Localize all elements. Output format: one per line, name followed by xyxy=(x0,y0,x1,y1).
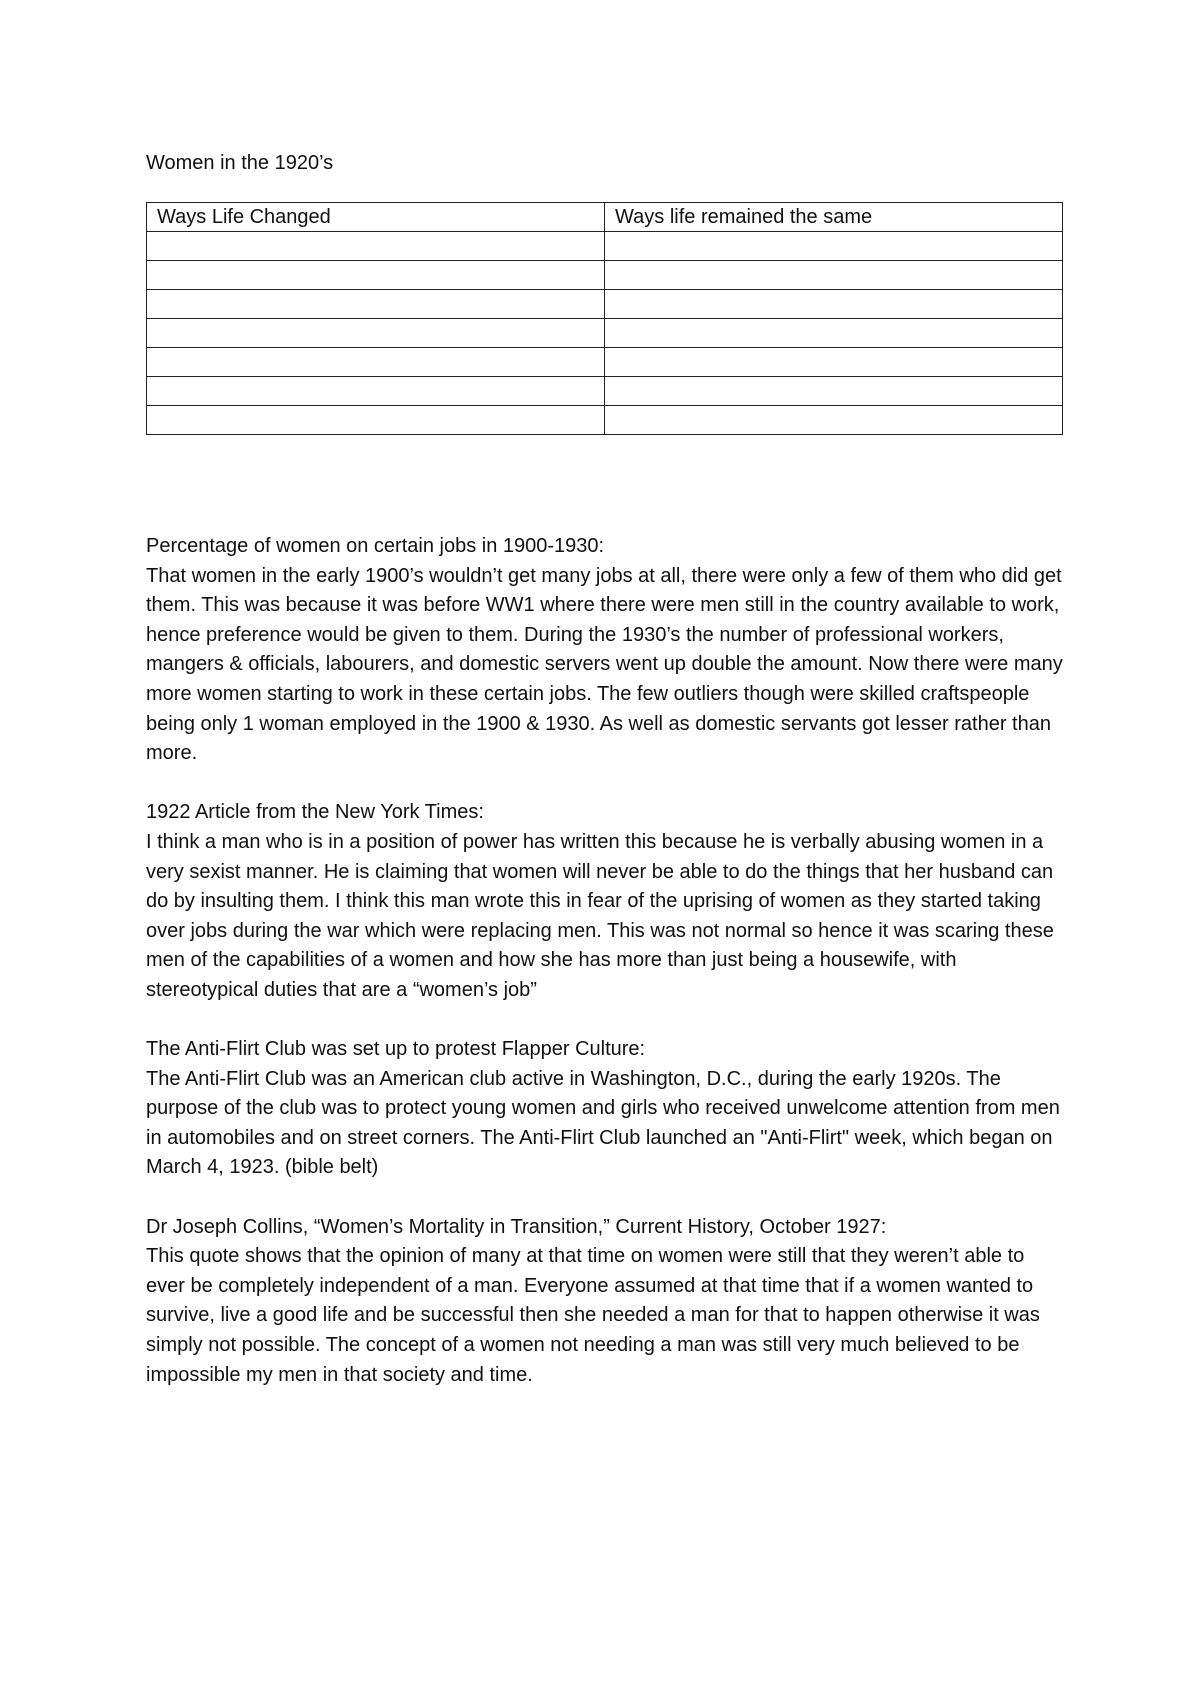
section-body: This quote shows that the opinion of many at that time on women were still that they weren’t able to ever be completely independent of a man. Everyone assumed at that time that if a women wanted to survive, live a good life and be successful then she needed a man for that to happen otherwise it was simply not possible. The concept of a women not needing a man was still very much believed to be impossible my men in that society and time. xyxy=(146,1245,1040,1386)
table-row xyxy=(147,261,1063,290)
section-body: The Anti-Flirt Club was an American club active in Washington, D.C., during the early 1920s. The purpose of the club was to protect young women and girls who received unwelcome attention from men in automobiles and on street corners. The Anti-Flirt Club launched an "Anti-Flirt" week, which began on March 4, 1923. (bible belt) xyxy=(146,1067,1060,1179)
header-ways-life-changed: Ways Life Changed xyxy=(147,203,605,232)
table-cell-changed[interactable] xyxy=(147,406,605,435)
section-women-jobs xyxy=(146,532,1066,769)
table-cell-changed[interactable] xyxy=(147,377,605,406)
header-ways-life-remained-same: Ways life remained the same xyxy=(605,203,1063,232)
section-anti-flirt-club xyxy=(146,1035,1066,1183)
table-row xyxy=(147,377,1063,406)
section-heading: Dr Joseph Collins, “Women’s Mortality in Transition,” Current History, October 1927: xyxy=(146,1215,887,1238)
document-title: Women in the 1920’s xyxy=(146,152,334,174)
table-cell-changed[interactable] xyxy=(147,232,605,261)
table-cell-same[interactable] xyxy=(605,348,1063,377)
document-content xyxy=(146,150,1066,1390)
table-row xyxy=(147,406,1063,435)
table-cell-same[interactable] xyxy=(605,406,1063,435)
table-cell-same[interactable] xyxy=(605,377,1063,406)
table-header-row xyxy=(147,203,1063,232)
section-nyt-article xyxy=(146,798,1066,1005)
table-row xyxy=(147,232,1063,261)
table-row xyxy=(147,319,1063,348)
table-cell-changed[interactable] xyxy=(147,348,605,377)
section-body: That women in the early 1900’s wouldn’t get many jobs at all, there were only a few of them who did get them. This was because it was before WW1 where there were men still in the country available to work, hence preference would be given to them. During the 1930’s the number of professional workers, mangers & officials, labourers, and domestic servers went up double the amount. Now there were many more women starting to work in these certain jobs. The few outliers though were skilled craftspeople being only 1 woman employed in the 1900 & 1930. As well as domestic servants got lesser rather than more. xyxy=(146,564,1063,765)
table-cell-same[interactable] xyxy=(605,290,1063,319)
table-cell-changed[interactable] xyxy=(147,319,605,348)
table-cell-changed[interactable] xyxy=(147,290,605,319)
table-cell-same[interactable] xyxy=(605,319,1063,348)
comparison-table xyxy=(146,202,1063,435)
section-joseph-collins xyxy=(146,1213,1066,1391)
section-heading: Percentage of women on certain jobs in 1900-1930: xyxy=(146,535,605,557)
table-cell-same[interactable] xyxy=(605,232,1063,261)
section-heading: The Anti-Flirt Club was set up to protest Flapper Culture: xyxy=(146,1038,646,1061)
table-row xyxy=(147,290,1063,319)
table-cell-changed[interactable] xyxy=(147,261,605,290)
table-cell-same[interactable] xyxy=(605,261,1063,290)
table-row xyxy=(147,348,1063,377)
section-body: I think a man who is in a position of power has written this because he is verbally abusing women in a very sexist manner. He is claiming that women will never be able to do the things that her husband can do by insulting them. I think this man wrote this in fear of the uprising of women as they started taking over jobs during the war which were replacing men. This was not normal so hence it was scaring these men of the capabilities of a women and how she has more than just being a housewife, with stereotypical duties that are a “women’s job” xyxy=(146,830,1054,1001)
section-heading: 1922 Article from the New York Times: xyxy=(146,801,484,824)
